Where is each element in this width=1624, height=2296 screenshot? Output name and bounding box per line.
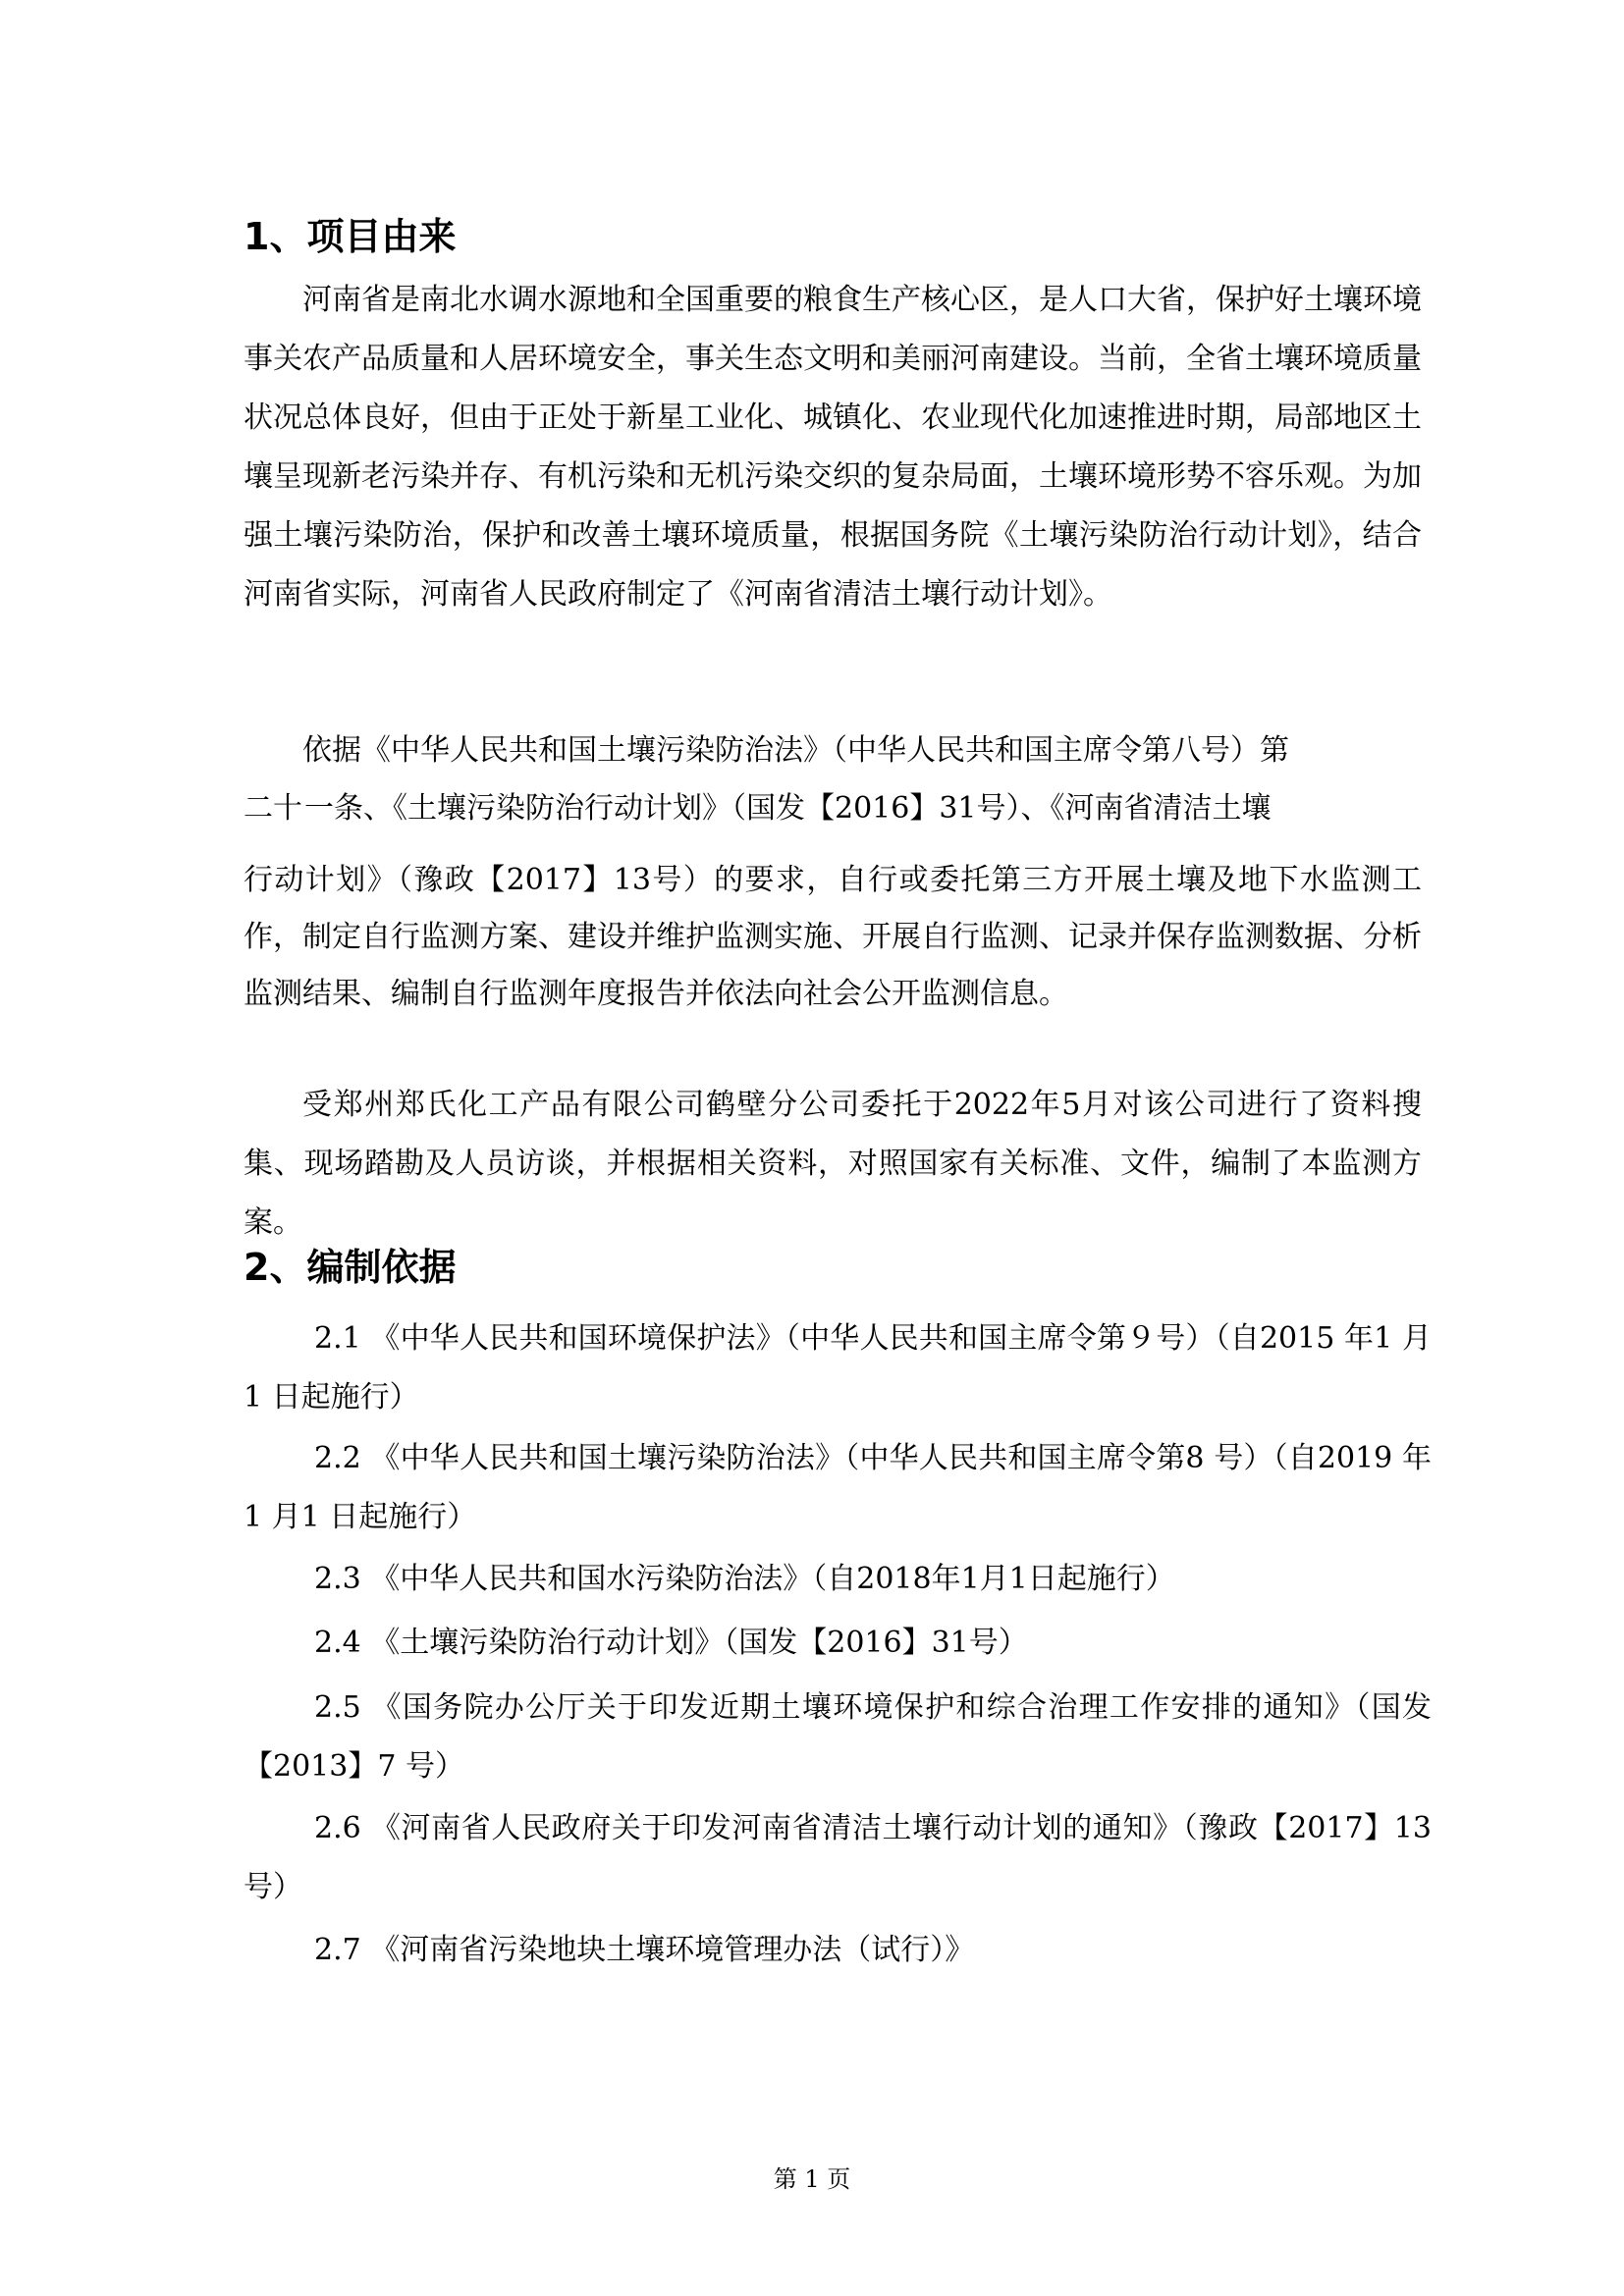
section-heading-1: 1、项目由来 bbox=[244, 215, 457, 258]
reference-item: 2.7 《河南省污染地块土壤环境管理办法（试行）》 bbox=[314, 1933, 975, 1967]
paragraph-basis-line-1: 依据《中华人民共和国土壤污染防治法》（中华人民共和国主席令第八号）第 bbox=[302, 733, 1289, 768]
paragraph-basis-mark: 二十 bbox=[244, 791, 302, 826]
paragraph-project-origin: 河南省是南北水调水源地和全国重要的粮食生产核心区，是人口大省，保护好土壤环境事关农产品质量和人居环境安全，事关生态文明和美丽河南建设。当前，全省土壤环境质量状况总体良好，但由于正处于新星工业化、城镇化、农业现代化加速推进时期，局部地区土壤呈现新老污染并存、有机污染和无机污染交织的复杂局面，土壤环境形势不容乐观。为加强土壤污染防治，保护和改善土壤环境质量，根据国务院《土壤污染防治行动计划》，结合河南省实际，河南省人民政府制定了《河南省清洁土壤行动计划》。 bbox=[244, 283, 1422, 612]
reference-item: 2.3 《中华人民共和国水污染防治法》（自2018年1月1日起施行） bbox=[314, 1562, 1175, 1596]
reference-item: 2.2 《中华人民共和国土壤污染防治法》（中华人民共和国主席令第8 号）（自2019 年1 月1 日起施行） bbox=[244, 1441, 1432, 1534]
reference-item: 2.5 《国务院办公厅关于印发近期土壤环境保护和综合治理工作安排的通知》（国发【2013】7 号） bbox=[244, 1690, 1432, 1784]
paragraph-commission: 受郑州郑氏化工产品有限公司鹤壁分公司委托于2022年5月对该公司进行了资料搜集、现场踏勘及人员访谈，并根据相关资料，对照国家有关标准、文件，编制了本监测方案。 bbox=[244, 1088, 1422, 1240]
reference-item: 2.4 《土壤污染防治行动计划》（国发【2016】31号） bbox=[314, 1626, 1028, 1660]
page-number: 第 1 页 bbox=[773, 2165, 851, 2193]
reference-item: 2.6 《河南省人民政府关于印发河南省清洁土壤行动计划的通知》（豫政【2017】13号） bbox=[244, 1811, 1432, 1904]
paragraph-basis-rest: 行动计划》（豫政【2017】13号）的要求，自行或委托第三方开展土壤及地下水监测工作，制定自行监测方案、建设并维护监测实施、开展自行监测、记录并保存监测数据、分析监测结果、编制自行监测年度报告并依法向社会公开监测信息。 bbox=[244, 863, 1422, 1011]
paragraph-basis-line-2: 一条、《土壤污染防治行动计划》（国发【2016】31号）、《河南省清洁土壤 bbox=[304, 791, 1272, 826]
section-heading-2: 2、编制依据 bbox=[244, 1246, 457, 1289]
reference-item: 2.1 《中华人民共和国环境保护法》（中华人民共和国主席令第９号）（自2015 年1 月1 日起施行） bbox=[244, 1321, 1432, 1415]
